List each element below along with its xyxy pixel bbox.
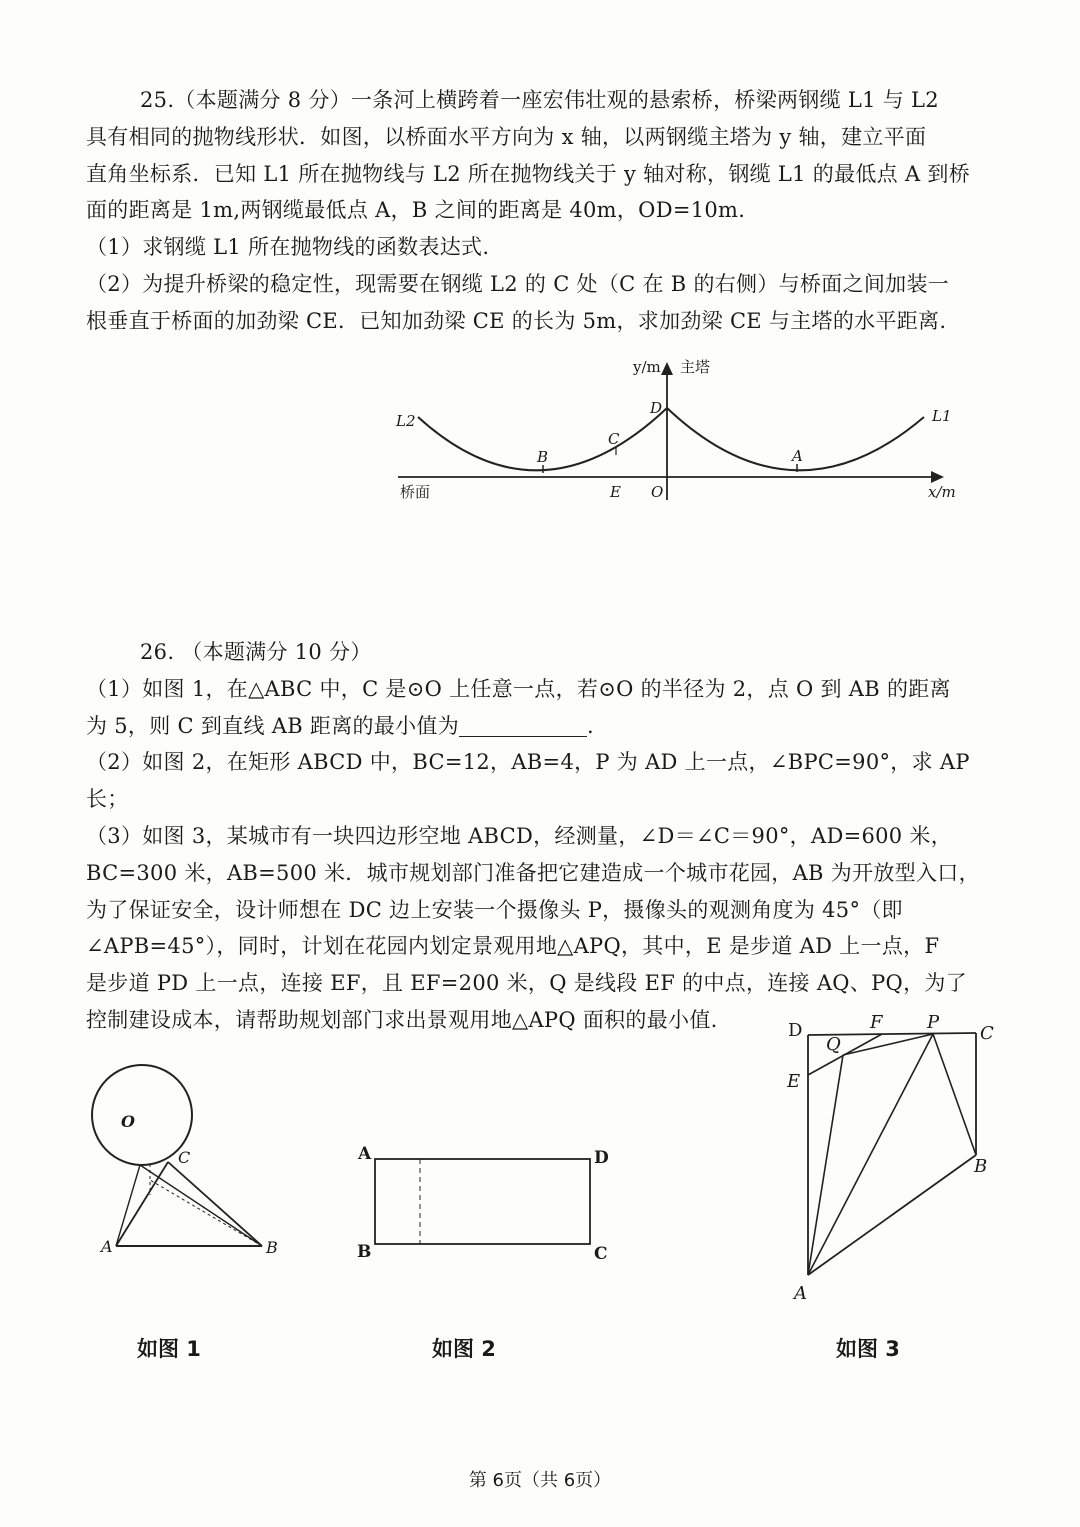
q26-p3c: 为了保证安全，设计师想在 DC 边上安装一个摄像头 P，摄像头的观测角度为 45°（即 (86, 897, 903, 922)
segment-dashed-1 (150, 1180, 262, 1246)
caption-figure-2: 如图 2 (432, 1337, 496, 1361)
q25-part2a: （2）为提升桥梁的稳定性，现需要在钢缆 L2 的 C 处（C 在 B 的右侧）与桥面之间加装一 (86, 271, 950, 296)
segment-B-circle (140, 1165, 262, 1246)
label-B: B (537, 448, 549, 466)
caption-figure-1: 如图 1 (137, 1337, 201, 1361)
fig3-label-F: F (870, 1012, 883, 1033)
fig1-label-O: O (121, 1112, 135, 1131)
fig3-label-P: P (927, 1012, 940, 1033)
fig3-label-Q: Q (826, 1034, 841, 1055)
q25-part2b: 根垂直于桥面的加劲梁 CE．已知加劲梁 CE 的长为 5m，求加劲梁 CE 与主塔的水平距离. (86, 308, 947, 333)
y-axis-label: y/m (633, 358, 661, 376)
caption-figure-3: 如图 3 (836, 1337, 900, 1361)
q26-p1-end: . (587, 713, 594, 738)
circle-O (92, 1065, 192, 1165)
label-L1: L1 (932, 407, 952, 425)
x-axis-label: x/m (928, 483, 956, 501)
y-axis-arrow (661, 362, 673, 375)
fig1-label-C: C (178, 1148, 191, 1167)
q26-p3a: （3）如图 3，某城市有一块四边形空地 ABCD，经测量，∠D＝∠C＝90°，AD=600 米， (86, 823, 953, 848)
tower-label: 主塔 (680, 358, 711, 376)
figure-2 (350, 1140, 620, 1265)
q26-p2: （2）如图 2，在矩形 ABCD 中，BC=12，AB=4，P 为 AD 上一点，∠BPC=90°，求 AP 长； (86, 750, 970, 812)
q26-p3d: ∠APB=45°），同时，计划在花园内划定景观用地△APQ，其中，E 是步道 AD 上一点，F (86, 934, 940, 959)
segment-AC (116, 1162, 168, 1246)
fig3-label-E: E (787, 1071, 801, 1092)
page-footer: 第 6页（共 6页） (468, 1470, 612, 1491)
fig2-label-D: D (594, 1148, 609, 1168)
fig3-label-A: A (794, 1283, 807, 1304)
figure-3 (780, 1005, 1010, 1305)
q26-p3b: BC=300 米，AB=500 米．城市规划部门准备把它建造成一个城市花园，AB 为开放型入口， (86, 860, 980, 885)
label-A: A (792, 447, 803, 465)
question-25 (86, 82, 1006, 340)
q25-line3: 直角坐标系．已知 L1 所在抛物线与 L2 所在抛物线关于 y 轴对称，钢缆 L1 的最低点 A 到桥 (86, 161, 970, 186)
side-BA (808, 1155, 976, 1275)
figure-1 (80, 1060, 300, 1270)
q26-p3f: 控制建设成本，请帮助规划部门求出景观用地△APQ 面积的最小值. (86, 1007, 718, 1032)
fig3-label-C: C (980, 1023, 994, 1044)
q25-line4: 面的距离是 1m,两钢缆最低点 A，B 之间的距离是 40m，OD=10m. (86, 198, 746, 223)
fig2-label-C: C (594, 1244, 608, 1264)
q25-line1: 25.（本题满分 8 分）一条河上横跨着一座宏伟壮观的悬索桥，桥梁两钢缆 L1 与 L2 (140, 88, 939, 112)
label-D: D (650, 399, 663, 417)
fig3-label-D: D (788, 1020, 803, 1041)
fig2-label-A: A (358, 1144, 372, 1164)
deck-label: 桥面 (400, 483, 431, 501)
q26-p1a: （1）如图 1，在△ABC 中，C 是⊙O 上任意一点，若⊙O 的半径为 2，点 O 到 AB 的距离 (86, 676, 951, 701)
q26-p3e: 是步道 PD 上一点，连接 EF，且 EF=200 米，Q 是线段 EF 的中点，连接 AQ、PQ，为了 (86, 971, 967, 996)
bridge-figure (380, 345, 980, 515)
fig3-label-B: B (974, 1156, 988, 1177)
answer-blank (459, 714, 587, 737)
label-O: O (651, 483, 664, 501)
rectangle-ABCD (375, 1159, 590, 1244)
q26-p1b-line (86, 708, 1006, 745)
segment-BC (168, 1162, 262, 1246)
q25-line2: 具有相同的抛物线形状．如图，以桥面水平方向为 x 轴，以两钢缆主塔为 y 轴，建立平面 (86, 124, 927, 149)
question-26 (86, 634, 1006, 1039)
segment-A-circle (116, 1165, 140, 1246)
fig2-label-B: B (357, 1242, 372, 1262)
q26-title: 26. （本题满分 10 分） (140, 640, 372, 664)
label-L2: L2 (396, 412, 416, 430)
segment-QP (843, 1034, 933, 1055)
x-axis-arrow (931, 471, 944, 483)
fig1-label-B: B (266, 1238, 278, 1257)
segment-PB (933, 1034, 976, 1155)
q26-p1b: 为 5，则 C 到直线 AB 距离的最小值为 (86, 713, 460, 738)
label-E: E (610, 483, 621, 501)
q25-part1: （1）求钢缆 L1 所在抛物线的函数表达式. (86, 235, 490, 260)
fig1-label-A: A (101, 1237, 113, 1256)
label-C: C (608, 430, 620, 448)
